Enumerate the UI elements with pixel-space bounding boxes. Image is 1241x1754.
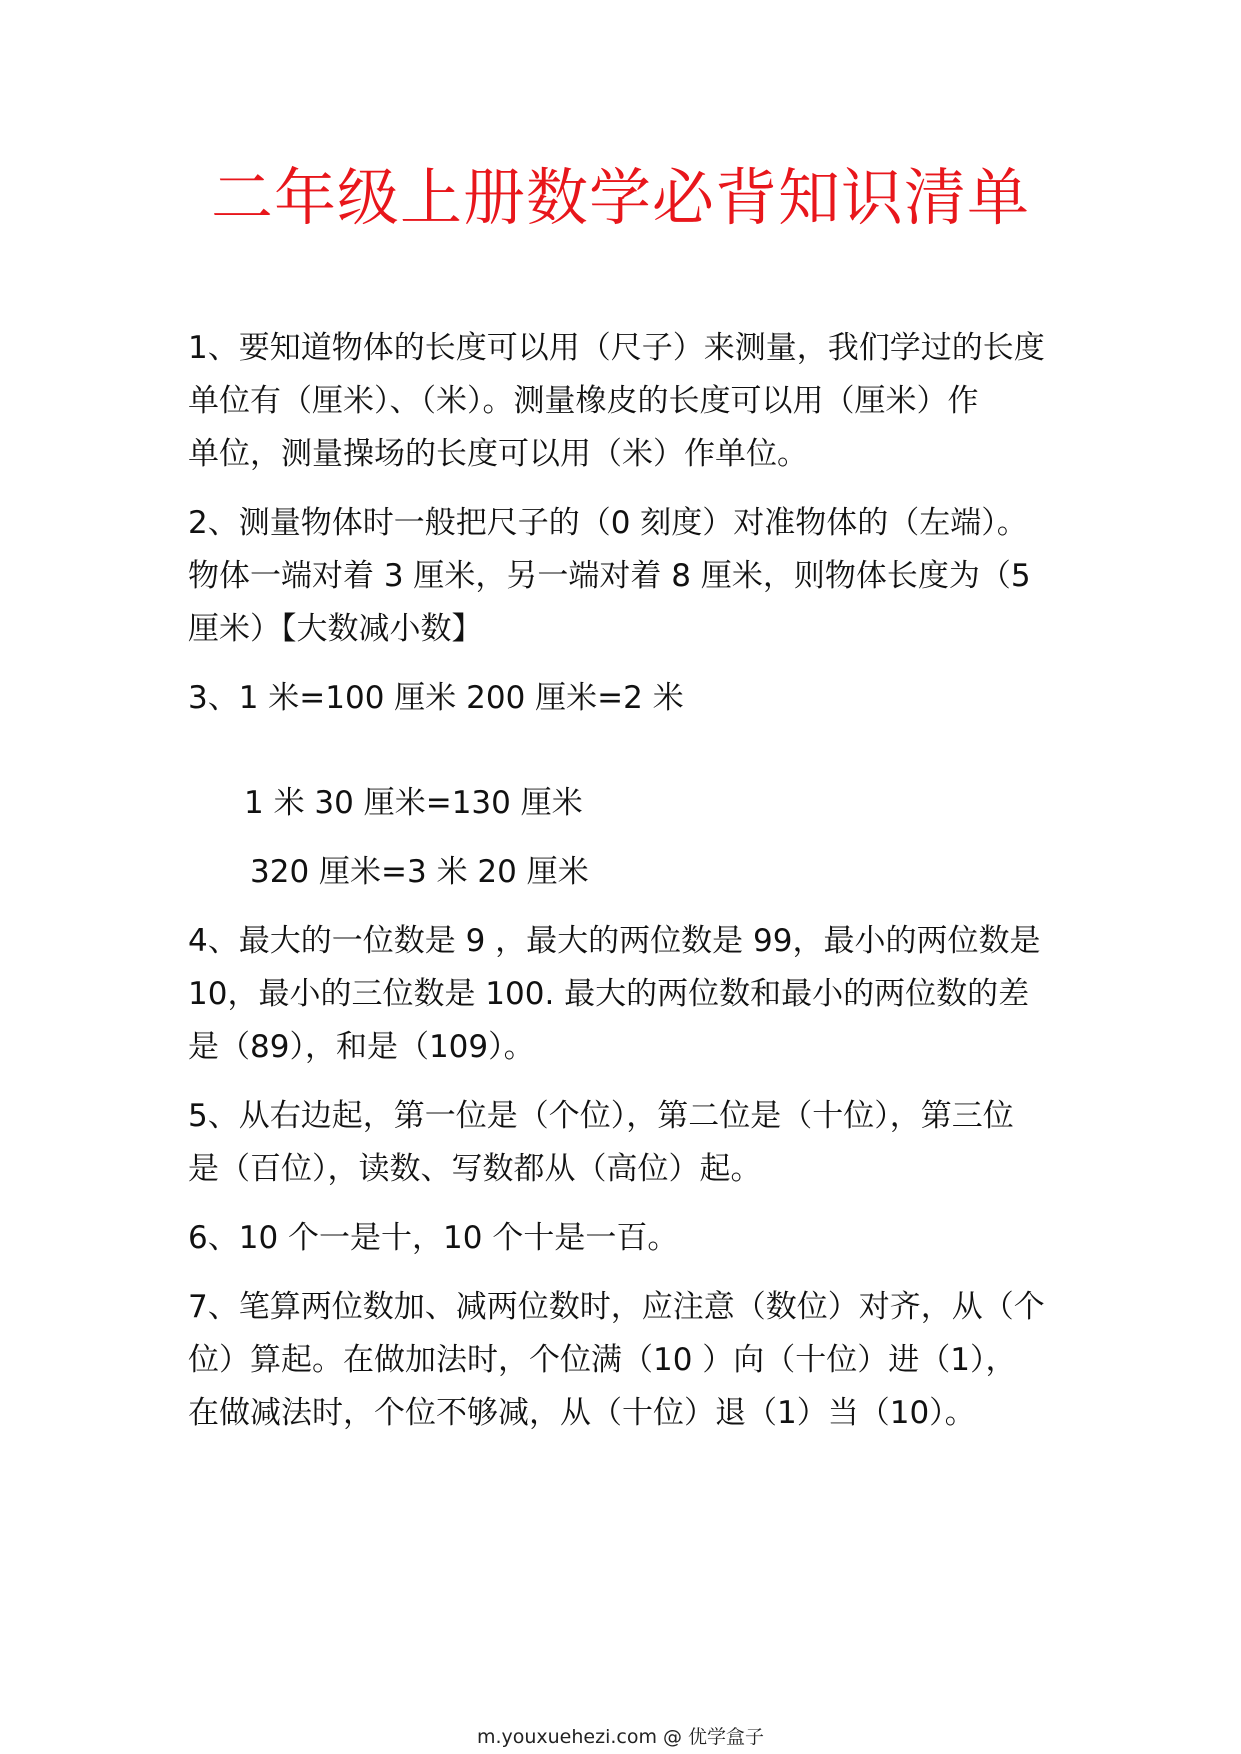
item-3-line-2: 1 米 30 厘米=130 厘米 [244, 785, 583, 821]
item-1: 1、要知道物体的长度可以用（尺子）来测量，我们学过的长度 单位有（厘米）、（米）。测量橡皮的长度可以用（厘米）作 单位，测量操场的长度可以用（米）作单位。 [188, 330, 1045, 472]
item-4: 4、最大的一位数是 9 ，最大的两位数是 99，最小的两位数是 10，最小的三位数是 100. 最大的两位数和最小的两位数的差 是（89），和是（109）。 [188, 923, 1041, 1065]
item-3-line-3: 320 厘米=3 米 20 厘米 [250, 854, 589, 890]
knowledge-list [188, 322, 1068, 1440]
item-6: 6、10 个一是十，10 个十是一百。 [188, 1220, 679, 1256]
page-title: 二年级上册数学必背知识清单 [210, 161, 1030, 234]
item-7: 7、笔算两位数加、减两位数时，应注意（数位）对齐，从（个 位）算起。在做加法时，个位满（10 ）向（十位）进（1）， 在做减法时，个位不够减，从（十位）退（1）当（10）。 [188, 1289, 1045, 1431]
item-3: 3、1 米=100 厘米 200 厘米=2 米 [188, 680, 684, 716]
item-5: 5、从右边起，第一位是（个位），第二位是（十位），第三位 是（百位），读数、写数都从（高位）起。 [188, 1098, 1014, 1187]
footer-source: m.youxuehezi.com @ 优学盒子 [476, 1726, 765, 1748]
item-2: 2、测量物体时一般把尺子的（0 刻度）对准物体的（左端）。 物体一端对着 3 厘米，另一端对着 8 厘米，则物体长度为（5 厘米）【大数减小数】 [188, 505, 1031, 647]
